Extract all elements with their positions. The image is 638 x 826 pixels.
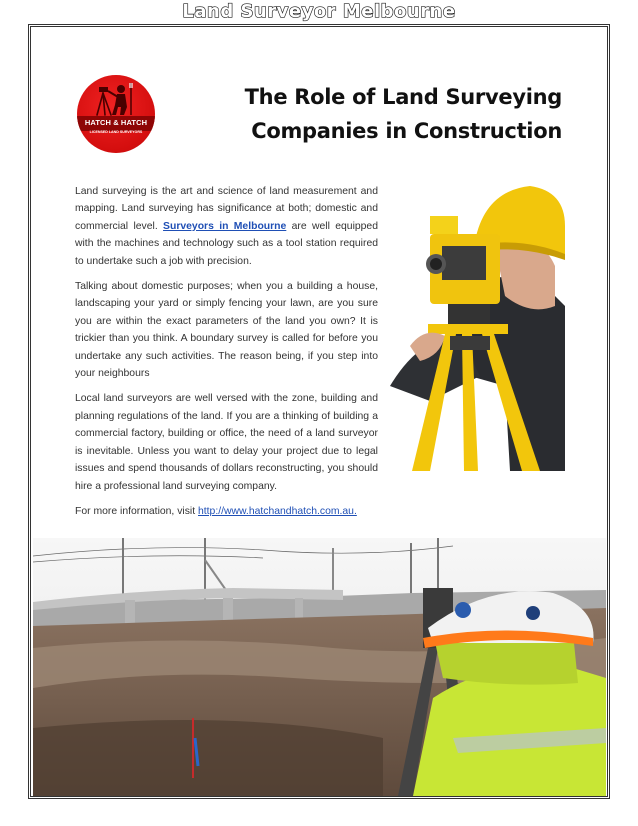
construction-site-photo bbox=[33, 538, 606, 796]
article-body bbox=[75, 183, 378, 528]
paragraph-2: Talking about domestic purposes; when you a building a house, landscaping your yard or simply fencing your lawn, are you sure you are within the exact parameters of the land you own? It is trickier than you think. A boundary survey is called for before you undertake any such activities. The reason being, if you step into your neighbours bbox=[75, 281, 378, 380]
article-title bbox=[200, 80, 562, 148]
paragraph-4 bbox=[75, 503, 378, 520]
surveyor-silhouette-icon bbox=[77, 75, 155, 153]
company-logo bbox=[77, 75, 155, 153]
paragraph-4-prefix: For more information, visit bbox=[75, 505, 198, 517]
website-link[interactable]: http://www.hatchandhatch.com.au. bbox=[198, 505, 357, 517]
paragraph-1-rest: are well equipped with the machines and technology such as a tool station required to undertake such a job with precision. bbox=[75, 220, 378, 267]
header-banner bbox=[0, 0, 638, 22]
article-title-line2: Companies in Construction bbox=[251, 119, 562, 143]
surveyor-photo bbox=[390, 186, 565, 471]
surveyors-melbourne-link[interactable]: Surveyors in Melbourne bbox=[163, 220, 287, 232]
article-title-line1: The Role of Land Surveying bbox=[244, 85, 562, 109]
logo-subtitle: LICENSED LAND SURVEYORS bbox=[89, 130, 143, 134]
logo-brand-text: HATCH & HATCH bbox=[84, 118, 148, 127]
paragraph-1 bbox=[75, 183, 378, 270]
banner-title: Land Surveyor Melbourne bbox=[182, 1, 456, 22]
paragraph-1-intro: Land surveying is the art and science of land measurement and mapping. Land surveying has significance at both; domestic and commercial level. bbox=[75, 186, 378, 232]
paragraph-3: Local land surveyors are well versed with the zone, building and planning regulations of the land. If you are a thinking of building a commercial factory, building or office, the need of a land surveyor is inevitable. Unless you want to delay your project due to legal issues and spend thousands of dollars reconstructing, you should hire a professional land surveying company. bbox=[75, 393, 378, 492]
